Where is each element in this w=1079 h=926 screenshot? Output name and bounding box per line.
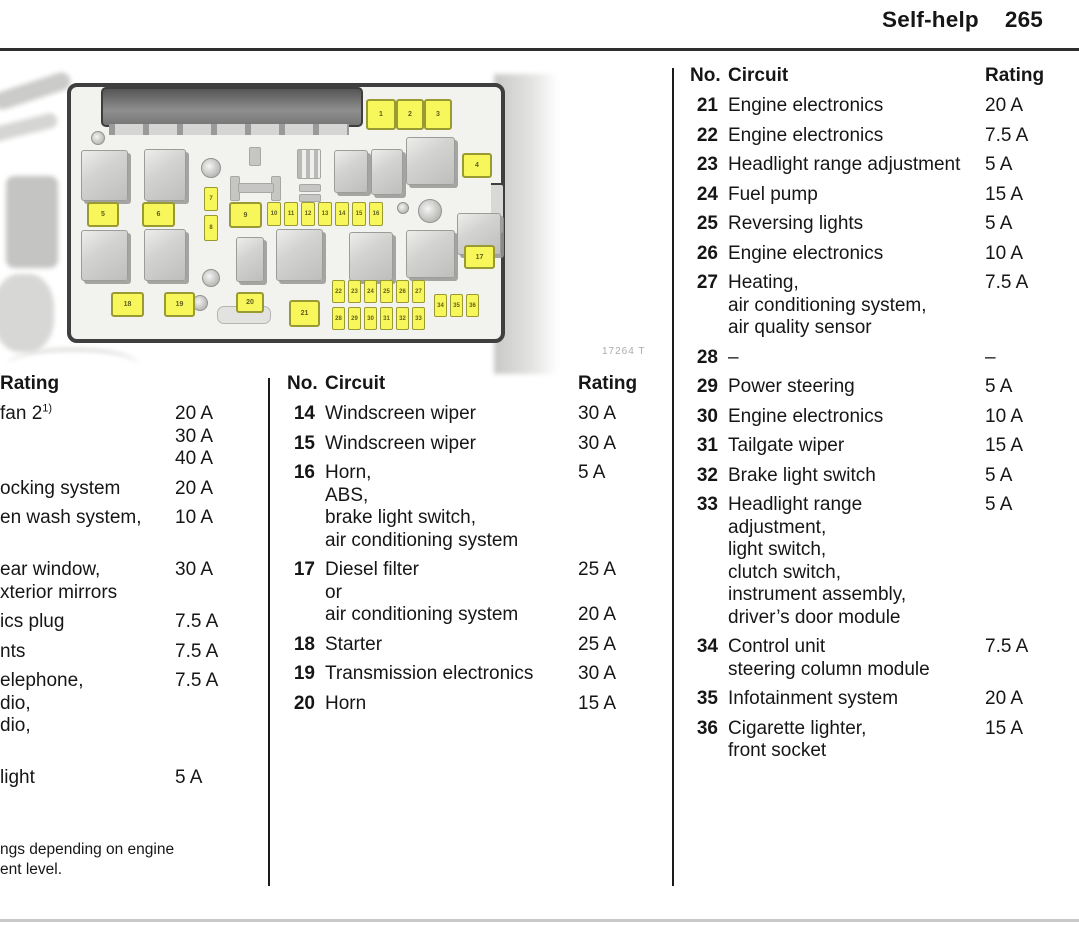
rating-cell — [985, 272, 1048, 340]
table-row — [0, 478, 263, 501]
rating-line: 5 A — [578, 462, 606, 483]
rating-column-header: Rating — [578, 373, 638, 394]
fuse-number: 33 — [696, 494, 718, 515]
relay-box — [334, 150, 368, 193]
circuit-cell — [325, 634, 578, 657]
column-divider — [672, 68, 674, 886]
rating-line: 7.5 A — [175, 670, 219, 691]
table-row — [0, 507, 263, 552]
rating-line: 10 A — [175, 507, 214, 528]
rating-line: 15 A — [985, 717, 1024, 739]
circuit-line — [0, 426, 175, 449]
circuit-line: Headlight range — [728, 494, 863, 515]
rating-cell — [985, 347, 1048, 370]
fuse-number: 34 — [696, 636, 718, 657]
fuse-32: 32 — [396, 307, 409, 330]
circuit-line — [0, 448, 175, 471]
circuit-line: – — [728, 346, 739, 368]
relay-box — [349, 232, 393, 281]
fuse-2: 2 — [396, 99, 424, 130]
circuit-cell — [0, 767, 175, 790]
rating-line — [578, 582, 645, 605]
rating-cell — [985, 154, 1048, 177]
rating-column-header: Rating — [0, 373, 60, 394]
circuit-cell — [0, 559, 175, 604]
fuse-23: 23 — [348, 280, 361, 303]
relay-box — [81, 150, 128, 201]
fuse-7: 7 — [204, 187, 218, 211]
fuse-number: 19 — [293, 663, 315, 684]
fuse-number: 15 — [293, 432, 315, 454]
table-rows — [690, 95, 1048, 763]
screw-icon — [201, 158, 221, 178]
circuit-line: Diesel filter — [325, 559, 419, 580]
circuit-line: nts — [0, 640, 26, 662]
rating-line: 30 A — [175, 425, 214, 447]
rating-cell — [578, 663, 645, 686]
fuse-1: 1 — [366, 99, 396, 130]
fuse-6: 6 — [142, 202, 175, 227]
fuse-3: 3 — [424, 99, 452, 130]
rating-line: 15 A — [985, 435, 1024, 456]
rating-cell — [985, 688, 1048, 711]
rating-cell — [578, 693, 645, 716]
table-header — [690, 64, 1048, 88]
fuse-number: 14 — [293, 403, 315, 424]
circuit-line: Engine electronics — [728, 124, 884, 146]
rating-line: 7.5 A — [985, 124, 1029, 146]
table-row — [690, 435, 1048, 458]
circuit-line: Horn, — [325, 462, 372, 483]
fuse-number: 28 — [696, 346, 718, 368]
fuse-5: 5 — [87, 202, 119, 227]
table-row — [287, 403, 645, 426]
circuit-column-header: Circuit — [728, 65, 789, 86]
circuit-cell — [728, 272, 985, 340]
screw-icon — [418, 199, 442, 223]
fusebox-connector-teeth — [109, 124, 349, 135]
fuse-table-right — [690, 64, 1048, 763]
no-column-header: No. — [287, 373, 318, 394]
page-number: 265 — [1004, 7, 1043, 32]
header-rule — [0, 48, 1079, 51]
rating-cell — [578, 559, 645, 627]
fuse-8: 8 — [204, 215, 218, 241]
rating-line: 7.5 A — [985, 636, 1029, 657]
rating-line: 40 A — [175, 448, 214, 469]
rating-cell — [175, 559, 263, 604]
rating-cell — [578, 433, 645, 456]
circuit-cell — [728, 213, 985, 236]
circuit-line: ocking system — [0, 477, 121, 499]
rating-line: 5 A — [985, 494, 1013, 515]
circuit-line: elephone, — [0, 670, 84, 691]
rating-line: 20 A — [578, 604, 617, 625]
fuse-number: 18 — [293, 633, 315, 655]
table-row — [690, 465, 1048, 488]
rating-line: 25 A — [578, 559, 617, 580]
circuit-cell — [728, 636, 985, 681]
rating-line: 20 A — [175, 477, 214, 499]
fuse-4: 4 — [462, 153, 492, 178]
bottom-rule — [0, 919, 1079, 922]
fuse-table-middle — [287, 372, 645, 715]
screw-icon — [397, 202, 409, 214]
fuse-20: 20 — [236, 292, 264, 313]
relay-box — [144, 149, 186, 201]
fusebox-part — [299, 184, 321, 192]
circuit-cell — [728, 718, 985, 763]
circuit-line: Infotainment system — [728, 688, 899, 709]
fuse-18: 18 — [111, 292, 144, 317]
fusebox-part — [299, 194, 321, 202]
fuse-number: 36 — [696, 717, 718, 739]
fuse-31: 31 — [380, 307, 393, 330]
rating-cell — [985, 213, 1048, 236]
table-row — [287, 663, 645, 686]
circuit-cell — [728, 435, 985, 458]
circuit-cell — [728, 95, 985, 118]
column-divider — [268, 378, 270, 886]
fuse-number: 25 — [696, 213, 718, 234]
fuse-number: 30 — [696, 405, 718, 427]
circuit-line: adjustment, — [728, 516, 827, 538]
circuit-cell — [728, 406, 985, 429]
fuse-17: 17 — [464, 245, 495, 269]
table-row — [690, 636, 1048, 681]
circuit-line: Windscreen wiper — [325, 403, 476, 424]
rating-line: 7.5 A — [985, 272, 1029, 293]
circuit-line: air quality sensor — [728, 317, 872, 338]
fuse-28: 28 — [332, 307, 345, 330]
circuit-line: ABS, — [325, 484, 369, 506]
table-header — [287, 372, 645, 396]
fuse-36: 36 — [466, 294, 479, 317]
table-row — [690, 95, 1048, 118]
table-row — [690, 184, 1048, 207]
circuit-line — [0, 738, 175, 761]
table-row — [0, 403, 263, 471]
fuse-number: 23 — [696, 154, 718, 175]
relay-box — [406, 230, 455, 278]
circuit-line: air conditioning system — [325, 529, 519, 551]
rating-line: 25 A — [578, 633, 617, 655]
fuse-35: 35 — [450, 294, 463, 317]
circuit-line — [0, 530, 175, 553]
circuit-cell — [0, 403, 175, 471]
relay-box — [276, 229, 323, 281]
circuit-cell — [728, 184, 985, 207]
circuit-cell — [0, 478, 175, 501]
table-row — [690, 243, 1048, 266]
fuse-number: 24 — [696, 183, 718, 205]
rating-line: 5 A — [985, 376, 1013, 397]
rating-cell — [175, 611, 263, 634]
table-rows — [0, 403, 263, 790]
circuit-cell — [325, 693, 578, 716]
rating-cell — [175, 767, 263, 790]
table-row — [690, 125, 1048, 148]
table-row — [0, 767, 263, 790]
engine-bay-background — [0, 70, 73, 112]
fusebox-diagram — [0, 58, 680, 374]
circuit-line: or — [325, 581, 342, 603]
rating-cell — [985, 95, 1048, 118]
circuit-line: instrument assembly, — [728, 584, 907, 605]
fusebox-part — [238, 183, 274, 193]
fuse-33: 33 — [412, 307, 425, 330]
fuse-25: 25 — [380, 280, 393, 303]
table-row — [690, 376, 1048, 399]
table-row — [690, 494, 1048, 629]
rating-cell — [985, 243, 1048, 266]
rating-cell — [175, 670, 263, 760]
circuit-cell — [325, 403, 578, 426]
table-row — [287, 462, 645, 552]
rating-cell — [175, 478, 263, 501]
fuse-number: 21 — [696, 95, 718, 116]
fusebox — [67, 83, 505, 343]
circuit-cell — [728, 347, 985, 370]
fuse-11: 11 — [284, 202, 298, 226]
circuit-line: ear window, — [0, 559, 101, 580]
fuse-30: 30 — [364, 307, 377, 330]
circuit-line: Headlight range adjustment — [728, 154, 961, 175]
rating-line: 15 A — [985, 183, 1024, 205]
circuit-line: Heating, — [728, 272, 799, 293]
circuit-cell — [728, 243, 985, 266]
fusebox-connector-bar — [101, 87, 363, 127]
table-rows — [287, 403, 645, 715]
fuse-10: 10 — [267, 202, 281, 226]
rating-line: 5 A — [175, 767, 203, 788]
circuit-line: clutch switch, — [728, 561, 841, 583]
fuse-21: 21 — [289, 300, 320, 327]
circuit-cell — [728, 688, 985, 711]
circuit-line: en wash system, — [0, 507, 142, 528]
circuit-line: Fuel pump — [728, 183, 818, 205]
rating-cell — [985, 184, 1048, 207]
table-row — [690, 272, 1048, 340]
fuse-number: 27 — [696, 272, 718, 293]
rating-line: 7.5 A — [175, 611, 219, 632]
rating-line: 5 A — [985, 464, 1013, 486]
circuit-line: Windscreen wiper — [325, 432, 476, 454]
relay-box — [406, 137, 455, 185]
rating-cell — [985, 636, 1048, 681]
circuit-cell — [325, 433, 578, 456]
engine-bay-background — [6, 176, 58, 268]
fuse-number: 17 — [293, 559, 315, 580]
fuse-number: 20 — [293, 692, 315, 714]
rating-cell — [985, 376, 1048, 399]
rating-line: 30 A — [578, 403, 617, 424]
circuit-line: Engine electronics — [728, 95, 884, 116]
engine-bay-background — [0, 274, 54, 352]
circuit-cell — [0, 670, 175, 760]
circuit-line: light — [0, 767, 35, 788]
fuse-13: 13 — [318, 202, 332, 226]
table-row — [690, 154, 1048, 177]
rating-line: 15 A — [578, 692, 617, 714]
rating-cell — [985, 406, 1048, 429]
rating-cell — [175, 507, 263, 552]
relay-box — [81, 230, 128, 281]
circuit-line: air conditioning system, — [728, 294, 927, 316]
circuit-line: brake light switch, — [325, 507, 477, 528]
screw-icon — [202, 269, 220, 287]
table-header — [0, 372, 263, 396]
circuit-line: air conditioning system — [325, 604, 519, 625]
circuit-cell — [0, 641, 175, 664]
circuit-line: Brake light switch — [728, 464, 876, 486]
fuse-12: 12 — [301, 202, 315, 226]
circuit-line: dio, — [0, 692, 31, 714]
circuit-line: dio, — [0, 715, 31, 736]
fuse-table-left — [0, 372, 263, 878]
circuit-line: Engine electronics — [728, 405, 884, 427]
rating-line: 20 A — [175, 403, 214, 424]
table-row — [0, 641, 263, 664]
circuit-cell — [325, 663, 578, 686]
fuse-27: 27 — [412, 280, 425, 303]
rating-cell — [985, 435, 1048, 458]
rating-column-header: Rating — [985, 65, 1045, 86]
circuit-line: Horn — [325, 692, 367, 714]
rating-line: 10 A — [985, 405, 1024, 427]
engine-bay-background — [0, 112, 59, 143]
screw-icon — [91, 131, 105, 145]
fuse-24: 24 — [364, 280, 377, 303]
rating-cell — [175, 641, 263, 664]
footnote-line: ngs depending on engine — [0, 841, 175, 858]
circuit-line: Transmission electronics — [325, 663, 534, 684]
fusebox-part — [249, 147, 261, 166]
fuse-14: 14 — [335, 202, 349, 226]
rating-line: 30 A — [578, 432, 617, 454]
circuit-line: Tailgate wiper — [728, 435, 845, 456]
rating-line: 20 A — [985, 95, 1024, 116]
table-row — [287, 433, 645, 456]
circuit-line: front socket — [728, 740, 827, 761]
circuit-line: Power steering — [728, 376, 855, 397]
rating-cell — [985, 718, 1048, 763]
fusebox-part — [297, 149, 321, 179]
fuse-number: 35 — [696, 688, 718, 709]
table-row — [690, 213, 1048, 236]
rating-line: 30 A — [578, 663, 617, 684]
rating-cell — [578, 403, 645, 426]
circuit-cell — [325, 462, 578, 552]
rating-cell — [578, 462, 645, 552]
circuit-line: Starter — [325, 633, 383, 655]
circuit-cell — [0, 611, 175, 634]
circuit-line: Engine electronics — [728, 242, 884, 264]
circuit-line: steering column module — [728, 658, 930, 680]
page-header — [882, 7, 1043, 33]
fuse-26: 26 — [396, 280, 409, 303]
circuit-cell — [0, 507, 175, 552]
fuse-22: 22 — [332, 280, 345, 303]
circuit-line: Reversing lights — [728, 213, 864, 234]
fuse-number: 31 — [696, 435, 718, 456]
table-row — [690, 347, 1048, 370]
circuit-cell — [728, 465, 985, 488]
table-row — [287, 634, 645, 657]
circuit-line: xterior mirrors — [0, 581, 118, 603]
table-row — [690, 406, 1048, 429]
table-row — [287, 693, 645, 716]
figure-number: 17264 T — [602, 346, 646, 357]
fuse-9: 9 — [229, 202, 262, 228]
table-row — [0, 670, 263, 760]
rating-cell — [578, 634, 645, 657]
fuse-19: 19 — [164, 292, 195, 317]
rating-line: 5 A — [985, 154, 1013, 175]
fuse-29: 29 — [348, 307, 361, 330]
fuse-number: 22 — [696, 124, 718, 146]
circuit-line: Cigarette lighter, — [728, 717, 867, 739]
circuit-cell — [728, 494, 985, 629]
rating-line: 5 A — [985, 213, 1013, 234]
circuit-line: fan 2$^{1)}$ — [0, 402, 53, 424]
footnote — [0, 840, 174, 880]
rating-line: 7.5 A — [175, 640, 219, 662]
table-row — [0, 611, 263, 634]
fuse-34: 34 — [434, 294, 447, 317]
rating-cell — [985, 494, 1048, 629]
rating-line: 30 A — [175, 559, 214, 580]
circuit-cell — [728, 376, 985, 399]
fuse-number: 26 — [696, 242, 718, 264]
fuse-number: 32 — [696, 464, 718, 486]
fuse-number: 16 — [293, 462, 315, 483]
fuse-16: 16 — [369, 202, 383, 226]
table-row — [287, 559, 645, 627]
table-row — [0, 559, 263, 604]
rating-cell — [985, 125, 1048, 148]
circuit-column-header: Circuit — [325, 373, 386, 394]
rating-line: – — [985, 346, 996, 368]
page-title: Self-help — [882, 7, 979, 32]
circuit-line: ics plug — [0, 611, 65, 632]
rating-line: 20 A — [985, 688, 1024, 709]
circuit-cell — [325, 559, 578, 627]
relay-box — [144, 229, 186, 281]
table-row — [690, 688, 1048, 711]
fuse-number: 29 — [696, 376, 718, 397]
rating-cell — [985, 465, 1048, 488]
relay-box — [371, 149, 403, 195]
circuit-cell — [728, 125, 985, 148]
rating-cell — [175, 403, 263, 471]
circuit-line: driver’s door module — [728, 606, 901, 628]
rating-line: 10 A — [985, 242, 1024, 264]
fuse-15: 15 — [352, 202, 366, 226]
circuit-cell — [728, 154, 985, 177]
no-column-header: No. — [690, 65, 721, 86]
relay-box — [236, 237, 264, 282]
circuit-line: Control unit — [728, 636, 826, 657]
circuit-line: light switch, — [728, 539, 827, 560]
table-row — [690, 718, 1048, 763]
footnote-line: ent level. — [0, 861, 63, 878]
